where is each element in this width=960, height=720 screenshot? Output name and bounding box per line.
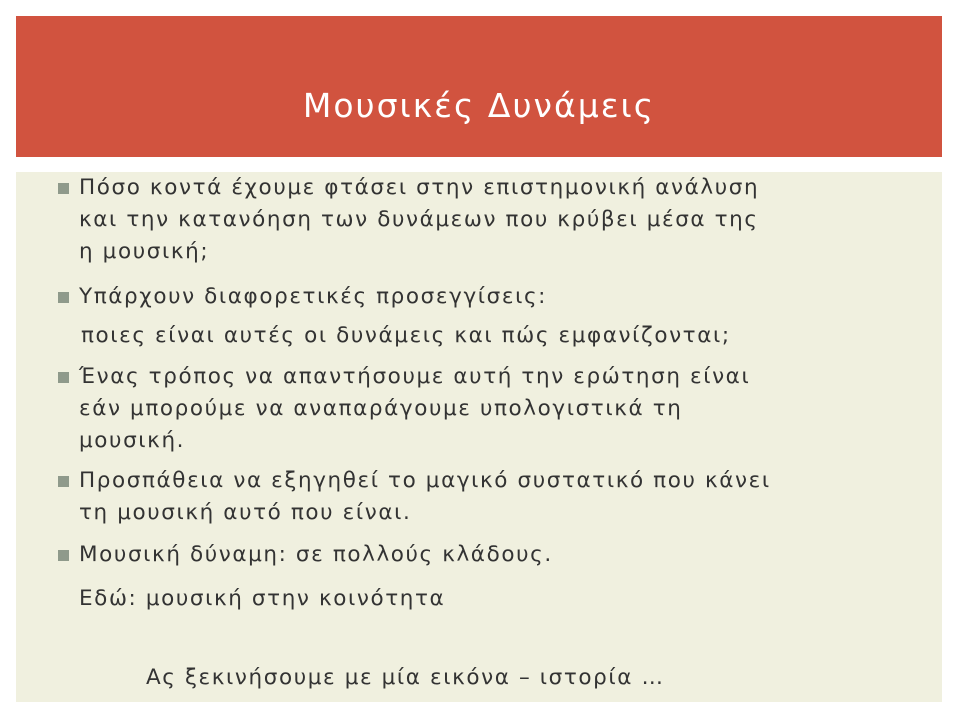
square-bullet-icon: [58, 476, 69, 487]
bullet-item: [59, 172, 759, 268]
bullet-line: Μουσική δύναμη: σε πολλούς κλάδους.: [79, 542, 553, 567]
slide-title: Μουσικές Δυνάμεις: [302, 86, 656, 125]
bullet-line: Υπάρχουν διαφορετικές προσεγγίσεις:: [79, 284, 548, 309]
bullet-item: [59, 281, 547, 313]
square-bullet-icon: [58, 372, 69, 383]
sub-line-here: Εδώ: μουσική στην κοινότητα: [79, 586, 446, 611]
bullet-line: εάν μπορούμε να αναπαράγουμε υπολογιστικά τη: [79, 396, 683, 421]
bullet-line: μουσική.: [79, 428, 186, 453]
bullet-line: Πόσο κοντά έχουμε φτάσει στην επιστημονική ανάλυση: [79, 175, 760, 200]
bullet-line: η μουσική;: [79, 239, 210, 264]
bullet-line: τη μουσική αυτό που είναι.: [79, 500, 412, 525]
title-bar: [16, 16, 942, 157]
bullet-item: [59, 465, 771, 529]
bullet-item: [59, 539, 553, 571]
square-bullet-icon: [58, 183, 69, 194]
square-bullet-icon: [58, 550, 69, 561]
bullet-line: Ένας τρόπος να απαντήσουμε αυτή την ερώτηση είναι: [79, 364, 751, 389]
bullet-line: Προσπάθεια να εξηγηθεί το μαγικό συστατικό που κάνει: [79, 468, 771, 493]
square-bullet-icon: [58, 292, 69, 303]
closing-line: Ας ξεκινήσουμε με μία εικόνα – ιστορία …: [146, 665, 665, 690]
bullet-line: και την κατανόηση των δυνάμεων που κρύβει μέσα της: [79, 207, 759, 232]
bullet-item: [59, 361, 750, 457]
sub-line-approaches: ποιες είναι αυτές οι δυνάμεις και πώς εμφανίζονται;: [81, 323, 731, 348]
